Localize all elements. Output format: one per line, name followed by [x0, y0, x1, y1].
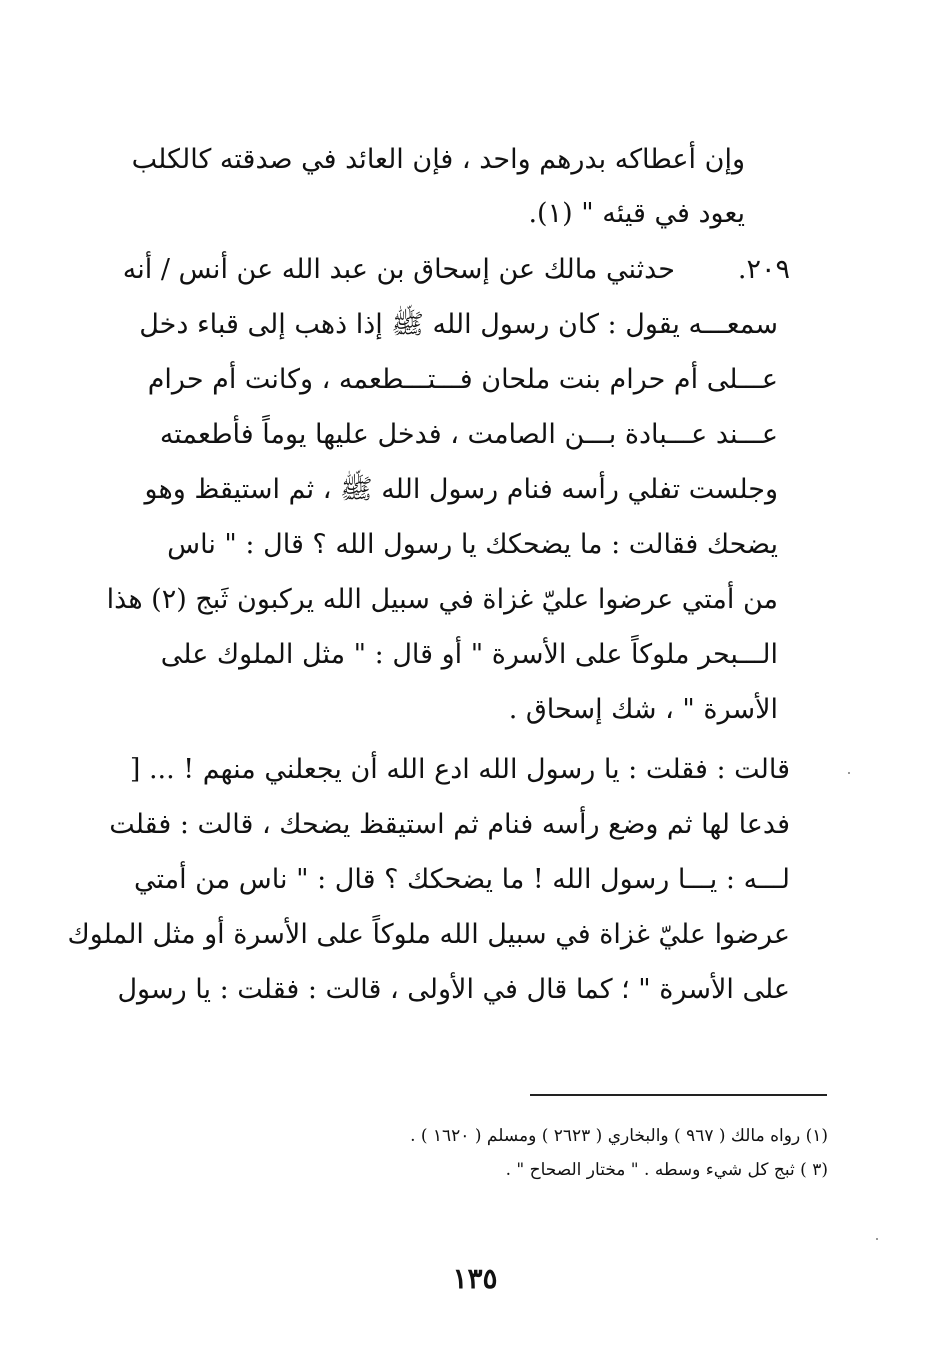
hadith-line-5: وجلست تفلي رأسه فنام رسول الله ﷺ ، ثم استيقظ وهو	[144, 474, 778, 505]
hadith-line-8: الـــبحر ملوكاً على الأسرة " أو قال : " مثل الملوك على	[160, 639, 778, 670]
hadith-line-7: من أمتي عرضوا عليّ غزاة في سبيل الله يركبون ثَبج (٢) هذا	[106, 584, 778, 615]
paragraph3-line-1: قالت : فقلت : يا رسول الله ادع الله أن يجعلني منهم ! ... [	[129, 754, 790, 785]
page-number: ١٣٥	[452, 1262, 498, 1295]
hadith-line-2: سمعـــه يقول : كان رسول الله ﷺ إذا ذهب إلى قباء دخل	[139, 309, 778, 340]
paragraph3-line-5: على الأسرة " ؛ كما قال في الأولى ، قالت : فقلت : يا رسول	[117, 974, 790, 1005]
paragraph3-line-4: عرضوا عليّ غزاة في سبيل الله ملوكاً على الأسرة أو مثل الملوك	[67, 919, 790, 950]
hadith-line-3: عـــلى أم حرام بنت ملحان فـــتـــطعمه ، وكانت أم حرام	[147, 364, 778, 395]
paragraph1-line-1: وإن أعطاكه بدرهم واحد ، فإن العائد في صدقته كالكلب	[131, 144, 745, 175]
hadith-line-6: يضحك فقالت : ما يضحكك يا رسول الله ؟ قال : " ناس	[167, 529, 778, 560]
paragraph1-line-2: يعود في قيئه " (١).	[528, 198, 745, 229]
hadith-first-line	[122, 250, 790, 290]
hadith-line-1: حدثني مالك عن إسحاق بن عبد الله عن أنس / أنه	[122, 254, 675, 285]
scan-speck	[876, 1238, 878, 1240]
hadith-number: ٢٠٩.	[737, 254, 790, 285]
hadith-line-9: الأسرة " ، شك إسحاق .	[508, 694, 778, 725]
footnote-1: (١) رواه مالك ( ٩٦٧ ) والبخاري ( ٢٦٢٣ ) ومسلم ( ١٦٢٠ ) .	[410, 1126, 828, 1146]
paragraph3-line-3: لـــه : يـــا رسول الله ! ما يضحكك ؟ قال : " ناس من أمتي	[133, 864, 790, 895]
hadith-line-4: عـــند عـــبادة بـــن الصامت ، فدخل عليها يوماً فأطعمته	[159, 419, 778, 450]
scan-speck	[848, 772, 850, 774]
paragraph3-line-2: فدعا لها ثم وضع رأسه فنام ثم استيقظ يضحك ، قالت : فقلت	[109, 809, 790, 840]
footnote-divider	[530, 1094, 827, 1096]
footnote-2: (٣ ) ثبج كل شيء وسطه . " مختار الصحاح " .	[505, 1160, 828, 1180]
